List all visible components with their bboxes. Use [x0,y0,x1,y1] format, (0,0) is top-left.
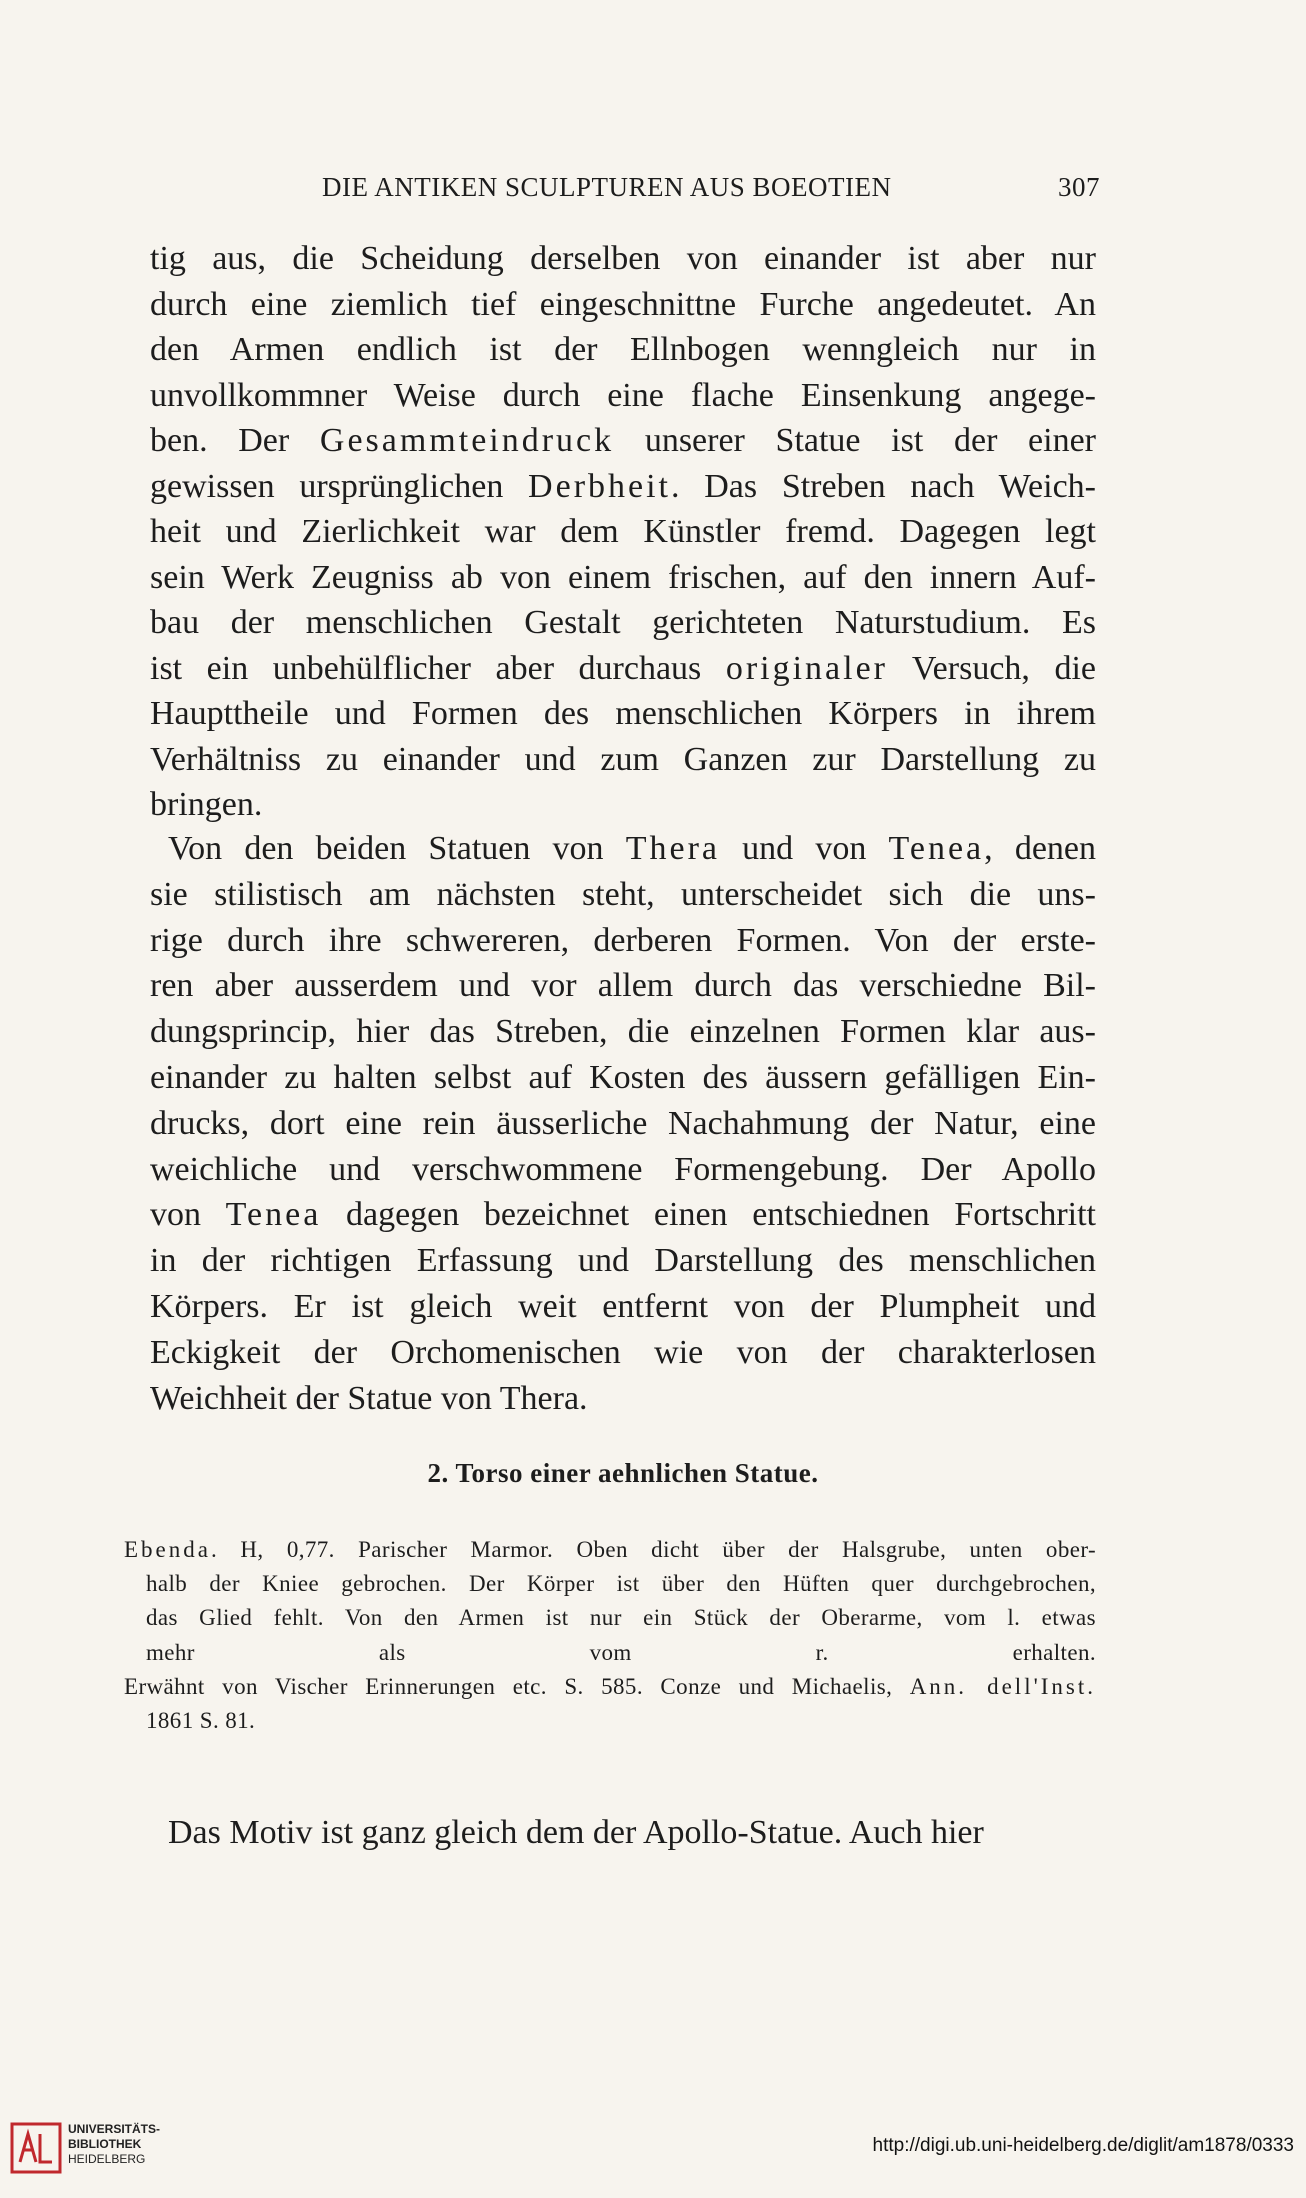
paragraph2-line [150,1238,1096,1284]
paragraph2-line [150,963,1096,1009]
text-run: Das Motiv ist ganz gleich dem der Apollo-Statue. Auch hier [168,1814,984,1851]
text-run: Haupttheile und Formen des menschlichen Körpers in ihrem [150,695,1096,732]
paragraph1-line [150,782,1096,828]
spaced-emphasis: Tenea [888,830,985,867]
spaced-emphasis: Derbheit [528,467,671,505]
text-run: einander zu halten selbst auf Kosten des äussern gefälligen Ein- [150,1059,1096,1096]
text-run: Körpers. Er ist gleich weit entfernt von der Plumpheit und [150,1288,1096,1325]
text-run: bau der menschlichen Gestalt gerichteten Naturstudium. Es [150,604,1096,641]
paragraph2-line [168,826,1096,872]
text-run: ben. Der [150,422,320,459]
paragraph1-line [150,464,1096,510]
paragraph1-line [150,373,1096,419]
text-run: durch eine ziemlich tief eingeschnittne Furche angedeutet. An [150,285,1096,323]
text-run: den Armen endlich ist der Ellnbogen wenngleich nur in [150,331,1096,368]
text-run: tig aus, die Scheidung derselben von einander ist aber nur [150,240,1096,277]
text-run: das Glied fehlt. Von den Armen ist nur ein Stück der Oberarme, vom l. etwas [146,1605,1096,1631]
text-run: gewissen ursprünglichen [150,467,529,505]
spaced-emphasis: originaler [725,649,888,687]
text-run: Eckigkeit der Orchomenischen wie von der charakterlosen [150,1333,1096,1371]
library-name-line-1: UNIVERSITÄTS- [68,2122,161,2136]
text-run: . H, 0,77. Parischer Marmor. Oben dicht über der Halsgrube, unten ober- [210,1537,1096,1562]
page-number: 307 [1058,172,1100,202]
text-run: in der richtigen Erfassung und Darstellung des menschlichen [150,1242,1096,1280]
paragraph1-line [150,600,1096,646]
text-run: und von [719,830,889,867]
footnotes-line [124,1533,1096,1567]
footnotes-line [146,1567,1096,1601]
text-run: unvollkommner Weise durch eine flache Einsenkung angege- [150,376,1096,414]
spaced-emphasis: Tenea [225,1196,322,1234]
paragraph1-line [150,509,1096,555]
paragraph2-line [150,918,1096,964]
text-run: ren aber ausserdem und vor allem durch das verschiedne Bil- [150,967,1096,1005]
text-run: unserer Statue ist der einer [614,422,1096,459]
text-run: sein Werk Zeugniss ab von einem frischen, auf den innern Auf- [150,558,1096,596]
text-run: von [150,1196,226,1234]
text-run: weichliche und verschwommene Formengebung. Der Apollo [150,1150,1096,1188]
section-heading: 2. Torso einer aehnlichen Statue. [427,1458,819,1488]
source-url-link[interactable]: http://digi.ub.uni-heidelberg.de/diglit/am1878/0333 [872,2135,1294,2156]
paragraph2-line [150,1376,1096,1422]
text-run: heit und Zierlichkeit war dem Künstler fremd. Dagegen legt [150,513,1096,550]
paragraph2-line [150,1147,1096,1193]
paragraph2-line [150,1192,1096,1238]
running-title: DIE ANTIKEN SCULPTUREN AUS BOEOTIEN [322,172,892,202]
paragraph1-line [150,691,1096,737]
library-seal-icon [10,2122,62,2174]
library-name [68,2122,160,2167]
paragraph1-line [150,646,1096,692]
paragraph2-line [150,1330,1096,1376]
text-run: Weichheit der Statue von Thera. [150,1379,588,1417]
library-name-line-3: HEIDELBERG [68,2152,146,2166]
text-run: dagegen bezeichnet einen entschiednen Fortschritt [321,1196,1096,1234]
spaced-emphasis: Ann. dell'Inst. [909,1673,1096,1699]
paragraph2-line [150,1101,1096,1147]
text-run: Von den beiden Statuen von [168,830,626,867]
paragraph3-line [168,1810,1096,1856]
text-run: halb der Kniee gebrochen. Der Körper ist über den Hüften quer durchgebrochen, [146,1571,1096,1597]
running-head [150,172,1100,212]
text-run: Erwähnt von Vischer Erinnerungen etc. S. 585. Conze und Michaelis, [124,1673,910,1699]
text-run: sie stilistisch am nächsten steht, unterscheidet sich die uns- [150,875,1096,913]
footnotes-line [146,1704,1096,1738]
footnotes-line [146,1636,1096,1670]
text-run: bringen. [150,786,263,823]
text-run: 1861 S. 81. [146,1708,256,1733]
text-run: drucks, dort eine rein äusserliche Nachahmung der Natur, eine [150,1104,1096,1142]
text-run: ist ein unbehülflicher aber durchaus [150,649,726,687]
paragraph1-line [150,236,1096,282]
spaced-emphasis: Thera [625,830,720,867]
library-name-line-2: BIBLIOTHEK [68,2137,142,2151]
text-run: , denen [984,830,1097,867]
text-run: . Das Streben nach Weich- [671,467,1096,505]
paragraph2-line [150,1055,1096,1101]
text-run: Versuch, die [887,649,1096,687]
text-run: rige durch ihre schwereren, derberen Formen. Von der erste- [150,921,1096,959]
text-run: Verhältniss zu einander und zum Ganzen zur Darstellung zu [150,740,1096,778]
paragraph2-line [150,1009,1096,1055]
footnotes-line [146,1601,1096,1635]
paragraph1-line [150,418,1096,464]
paragraph1-line [150,282,1096,328]
library-logo[interactable] [10,2118,170,2180]
paragraph1-line [150,327,1096,373]
text-run: mehr als vom r. erhalten. [146,1639,1096,1665]
text-run: dungsprincip, hier das Streben, die einzelnen Formen klar aus- [150,1013,1096,1051]
spaced-emphasis: Ebenda [124,1537,211,1562]
footnotes-line [124,1670,1096,1704]
spaced-emphasis: Gesammteindruck [319,422,615,459]
paragraph2-line [150,1284,1096,1330]
paragraph1-line [150,737,1096,783]
paragraph2-line [150,872,1096,918]
paragraph1-line [150,555,1096,601]
